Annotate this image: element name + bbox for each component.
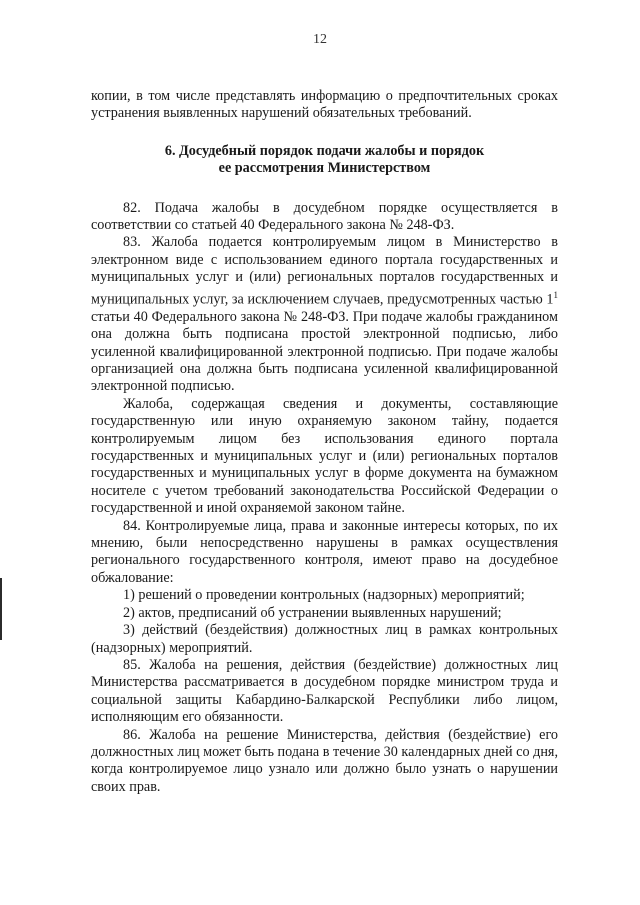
paragraph-84-item-3: 3) действий (бездействия) должностных лиц в рамках контрольных (надзорных) мероприятий.: [91, 622, 558, 656]
section-heading-line-1: 6. Досудебный порядок подачи жалобы и порядок: [164, 142, 485, 159]
paragraph-83-part-a: 83. Жалоба подается контролируемым лицом в Министерство в электронном виде с использованием единого портала государственных и муниципальных услуг и (или) региональных порталов государственных и муниципальных услуг, за исключением случаев, предусмотренных частью 1: [91, 234, 558, 308]
page-number: 12: [313, 32, 327, 47]
paragraph-83-part-b: статьи 40 Федерального закона № 248-ФЗ. При подаче жалобы гражданином она должна быть подписана простой электронной подписью, либо усиленной квалифицированной электронной подписью. При подаче жалобы организацией она должна быть подписана усиленной квалифицированной электронной подписью.: [91, 308, 558, 395]
paragraph-83-secret: Жалоба, содержащая сведения и документы, составляющие государственную или иную охраняемую законом тайну, подается контролируемым лицом без использования единого портала государственных и муниципальных услуг и (или) региональных порталов государственных и муниципальных услуг в форме документа на бумажном носителе с учетом требований законодательства Российской Федерации о государственной и иной охраняемой законом тайне.: [91, 395, 558, 517]
paragraph-85: 85. Жалоба на решения, действия (бездействие) должностных лиц Министерства рассматривается в досудебном порядке министром труда и социальной защиты Кабардино-Балкарской Республики либо лицом, исполняющим его обязанности.: [91, 656, 558, 726]
paragraph-84-item-1: 1) решений о проведении контрольных (надзорных) мероприятий;: [123, 587, 525, 604]
paragraph-83: [91, 234, 558, 395]
scan-edge-mark: [0, 578, 2, 640]
intro-paragraph: копии, в том числе представлять информацию о предпочтительных сроках устранения выявленных нарушений обязательных требований.: [91, 88, 558, 122]
document-body: [91, 88, 558, 796]
section-heading: [91, 143, 558, 178]
paragraph-82: 82. Подача жалобы в досудебном порядке осуществляется в соответствии со статьей 40 Федерального закона № 248-ФЗ.: [91, 199, 558, 234]
paragraph-84-item-2: 2) актов, предписаний об устранении выявленных нарушений;: [123, 604, 502, 621]
section-heading-line-2: ее рассмотрения Министерством: [218, 160, 431, 177]
paragraph-83-superscript: 1: [553, 289, 558, 300]
paragraph-86: 86. Жалоба на решение Министерства, действия (бездействие) его должностных лиц может быть подана в течение 30 календарных дней со дня, когда контролируемое лицо узнало или должно было узнать о нарушении своих прав.: [91, 726, 558, 795]
paragraph-84: 84. Контролируемые лица, права и законные интересы которых, по их мнению, были непосредственно нарушены в рамках осуществления регионального государственного контроля, имеют право на досудебное обжалование:: [91, 517, 558, 586]
